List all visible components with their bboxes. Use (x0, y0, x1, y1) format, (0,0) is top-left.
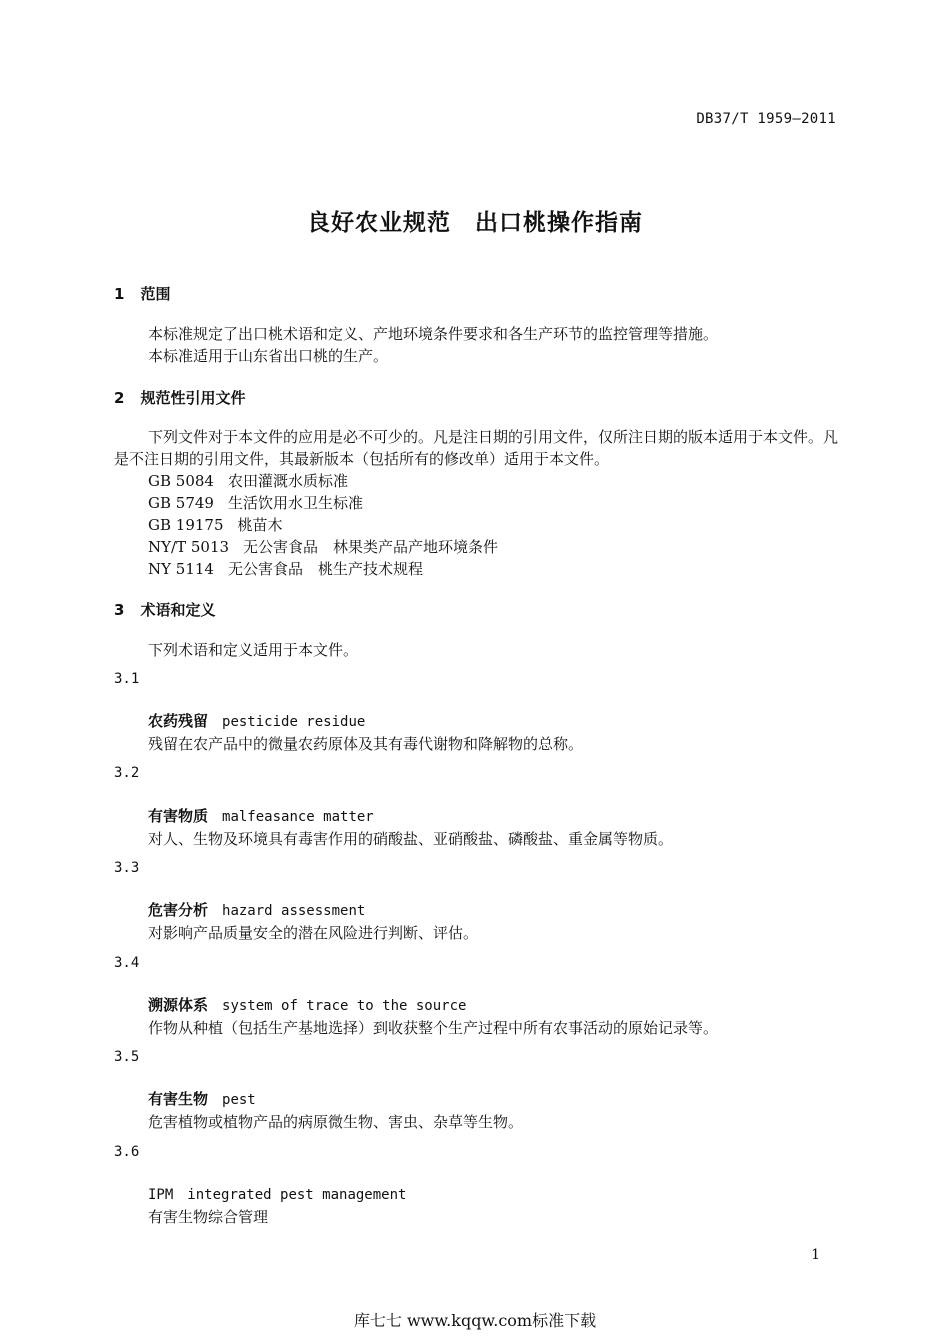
section-heading-scope (114, 283, 170, 304)
term-number: 3.2 (114, 765, 140, 781)
reference-name: 桃苗木 (237, 516, 283, 534)
term-heading (148, 994, 466, 1015)
reference-item (148, 470, 348, 491)
term-definition: 作物从种植（包括生产基地选择）到收获整个生产过程中所有农事活动的原始记录等。 (148, 1019, 719, 1037)
reference-code: NY/T 5013 (148, 538, 230, 556)
section-title: 范围 (140, 285, 171, 303)
reference-code: NY 5114 (148, 560, 214, 578)
section-title: 规范性引用文件 (140, 389, 246, 407)
term-number: 3.3 (114, 860, 140, 876)
reference-item (148, 558, 423, 579)
term-number: 3.5 (114, 1049, 140, 1065)
paragraph-line: 本标准适用于山东省出口桃的生产。 (148, 347, 389, 365)
reference-code: GB 19175 (148, 516, 224, 534)
term-definition: 残留在农产品中的微量农药原体及其有毒代谢物和降解物的总称。 (148, 735, 584, 753)
term-number: 3.4 (114, 955, 140, 971)
reference-code: GB 5084 (148, 472, 214, 490)
term-chinese: 有害物质 (148, 807, 209, 825)
reference-item (148, 514, 283, 535)
section-title: 术语和定义 (140, 601, 216, 619)
term-english: integrated pest management (187, 1187, 407, 1203)
reference-item (148, 492, 363, 513)
term-number: 3.6 (114, 1144, 140, 1160)
reference-name: 生活饮用水卫生标准 (227, 494, 363, 512)
reference-name: 无公害食品 林果类产品产地环境条件 (243, 538, 499, 556)
page-title: 良好农业规范 出口桃操作指南 (307, 210, 643, 236)
reference-code: GB 5749 (148, 494, 214, 512)
term-heading (148, 805, 374, 826)
term-definition: 对影响产品质量安全的潜在风险进行判断、评估。 (148, 924, 479, 942)
term-heading (148, 710, 365, 731)
term-english: pesticide residue (222, 714, 366, 730)
term-definition: 有害生物综合管理 (148, 1208, 269, 1226)
term-english: pest (222, 1092, 256, 1108)
reference-name: 无公害食品 桃生产技术规程 (227, 560, 423, 578)
term-english: hazard assessment (222, 903, 366, 919)
term-chinese: 有害生物 (148, 1090, 209, 1108)
term-number: 3.1 (114, 671, 140, 687)
section-number: 3 (114, 601, 125, 619)
term-chinese: 溯源体系 (148, 996, 209, 1014)
term-heading (148, 1184, 406, 1203)
term-heading (148, 1088, 256, 1109)
section-heading-terms (114, 599, 215, 620)
paragraph-line: 本标准规定了出口桃术语和定义、产地环境条件要求和各生产环节的监控管理等措施。 (148, 325, 719, 343)
term-english: system of trace to the source (222, 998, 467, 1014)
term-english: malfeasance matter (222, 809, 374, 825)
reference-name: 农田灌溉水质标准 (227, 472, 348, 490)
section-heading-normative-references (114, 387, 245, 408)
footer-source: 库七七 www.kqqw.com标准下载 (353, 1311, 597, 1330)
paragraph: 下列文件对于本文件的应用是必不可少的。凡是注日期的引用文件，仅所注日期的版本适用于本文件。凡是不注日期的引用文件，其最新版本（包括所有的修改单）适用于本文件。 (114, 428, 839, 468)
term-definition: 危害植物或植物产品的病原微生物、害虫、杂草等生物。 (148, 1113, 524, 1131)
term-abbreviation: IPM (148, 1187, 174, 1203)
section-number: 1 (114, 285, 125, 303)
term-heading (148, 899, 365, 920)
term-definition: 对人、生物及环境具有毒害作用的硝酸盐、亚硝酸盐、磷酸盐、重金属等物质。 (148, 830, 674, 848)
paragraph: 下列术语和定义适用于本文件。 (148, 641, 359, 659)
term-chinese: 农药残留 (148, 712, 209, 730)
page-number: 1 (811, 1247, 820, 1263)
term-chinese: 危害分析 (148, 901, 209, 919)
section-number: 2 (114, 389, 125, 407)
document-code: DB37/T 1959—2011 (696, 111, 836, 127)
reference-item (148, 536, 498, 557)
